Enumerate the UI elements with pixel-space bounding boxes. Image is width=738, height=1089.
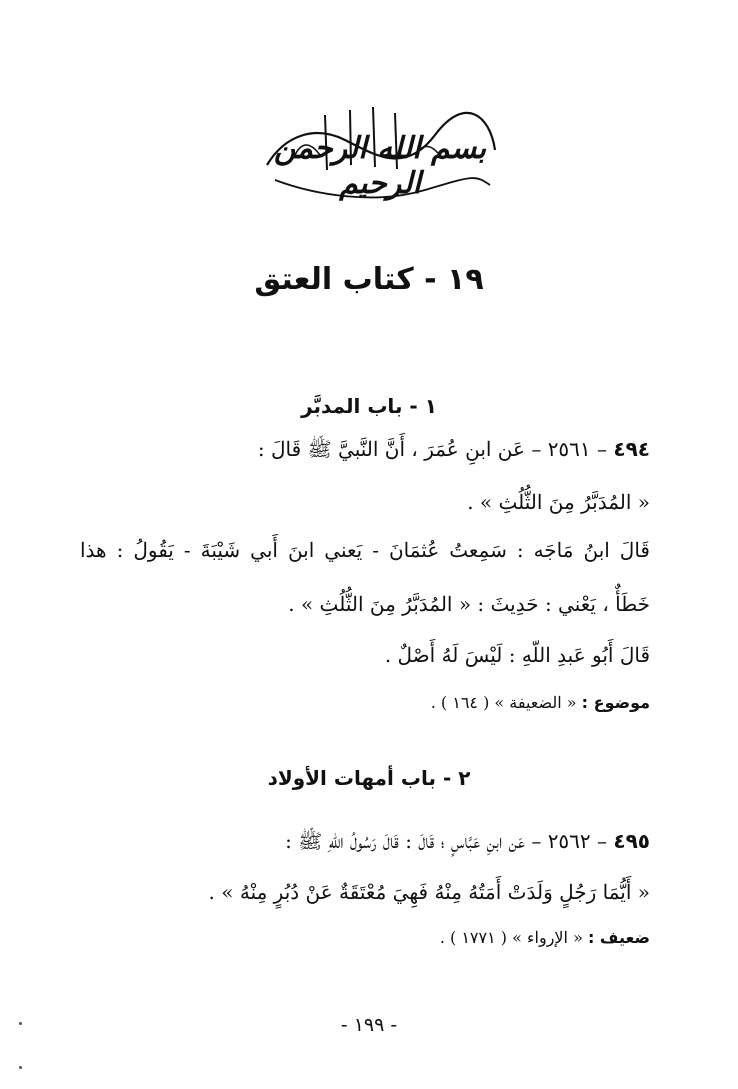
hadith-494-line-1 (80, 437, 650, 461)
scan-speck (19, 1066, 22, 1069)
hadith-495-line-1 (80, 829, 650, 853)
grade-reference: « الضعيفة » ( ١٦٤ ) . (430, 693, 582, 712)
basmala-text: بسم الله الرحمن الرحيم (273, 131, 487, 201)
basmala-calligraphy (255, 95, 505, 210)
hadith-isnad: – ٢٥٦٢ – عَن ابنِ عَبَّاسٍ ؛ قَالَ : قَالَ رَسُولُ اللّهِ ﷺ : (285, 829, 614, 853)
page-number: - ١٩٩ - (340, 1014, 398, 1036)
hadith-number: ٤٩٤ (613, 437, 650, 461)
grade-label: ضعيف : (587, 928, 650, 947)
grade-label: موضوع : (581, 693, 650, 712)
comment-line-3: قَالَ أَبُو عَبدِ اللّهِ : لَيْسَ لَهُ أَصْلٌ . (384, 643, 650, 667)
scan-speck (19, 1022, 22, 1025)
comment-line-1: قَالَ ابنُ مَاجَه : سَمِعتُ عُثمَانَ - يَعني ابنَ أَبي شَيْبَةَ - يَقُولُ : هذا (80, 538, 650, 562)
comment-line-2: خَطَأٌ ، يَعْني : حَدِيثَ : « المُدَبَّرُ مِنَ الثُّلُثِ » . (288, 592, 650, 616)
hadith-isnad: – ٢٥٦١ – عَن ابنِ عُمَرَ ، أَنَّ النَّبيَّ ﷺ قَالَ : (257, 437, 614, 461)
hadith-494-matn: « المُدَبَّرُ مِنَ الثُّلُثِ » . (467, 490, 650, 514)
chapter-2-title: ٢ - باب أمهات الأولاد (267, 766, 471, 790)
chapter-1-title: ١ - باب المدبَّر (301, 394, 437, 418)
book-title: ١٩ - كتاب العتق (254, 262, 484, 297)
grade-line-2 (80, 928, 650, 947)
grade-reference: « الإرواء » ( ١٧٧١ ) . (439, 928, 588, 947)
grade-line-1 (80, 693, 650, 712)
hadith-495-matn: « أَيُّمَا رَجُلٍ وَلَدَتْ أَمَتُهُ مِنْهُ فَهِيَ مُعْتَقَةٌ عَنْ دُبُرٍ مِنْهُ » . (208, 880, 650, 904)
hadith-number: ٤٩٥ (613, 829, 650, 853)
